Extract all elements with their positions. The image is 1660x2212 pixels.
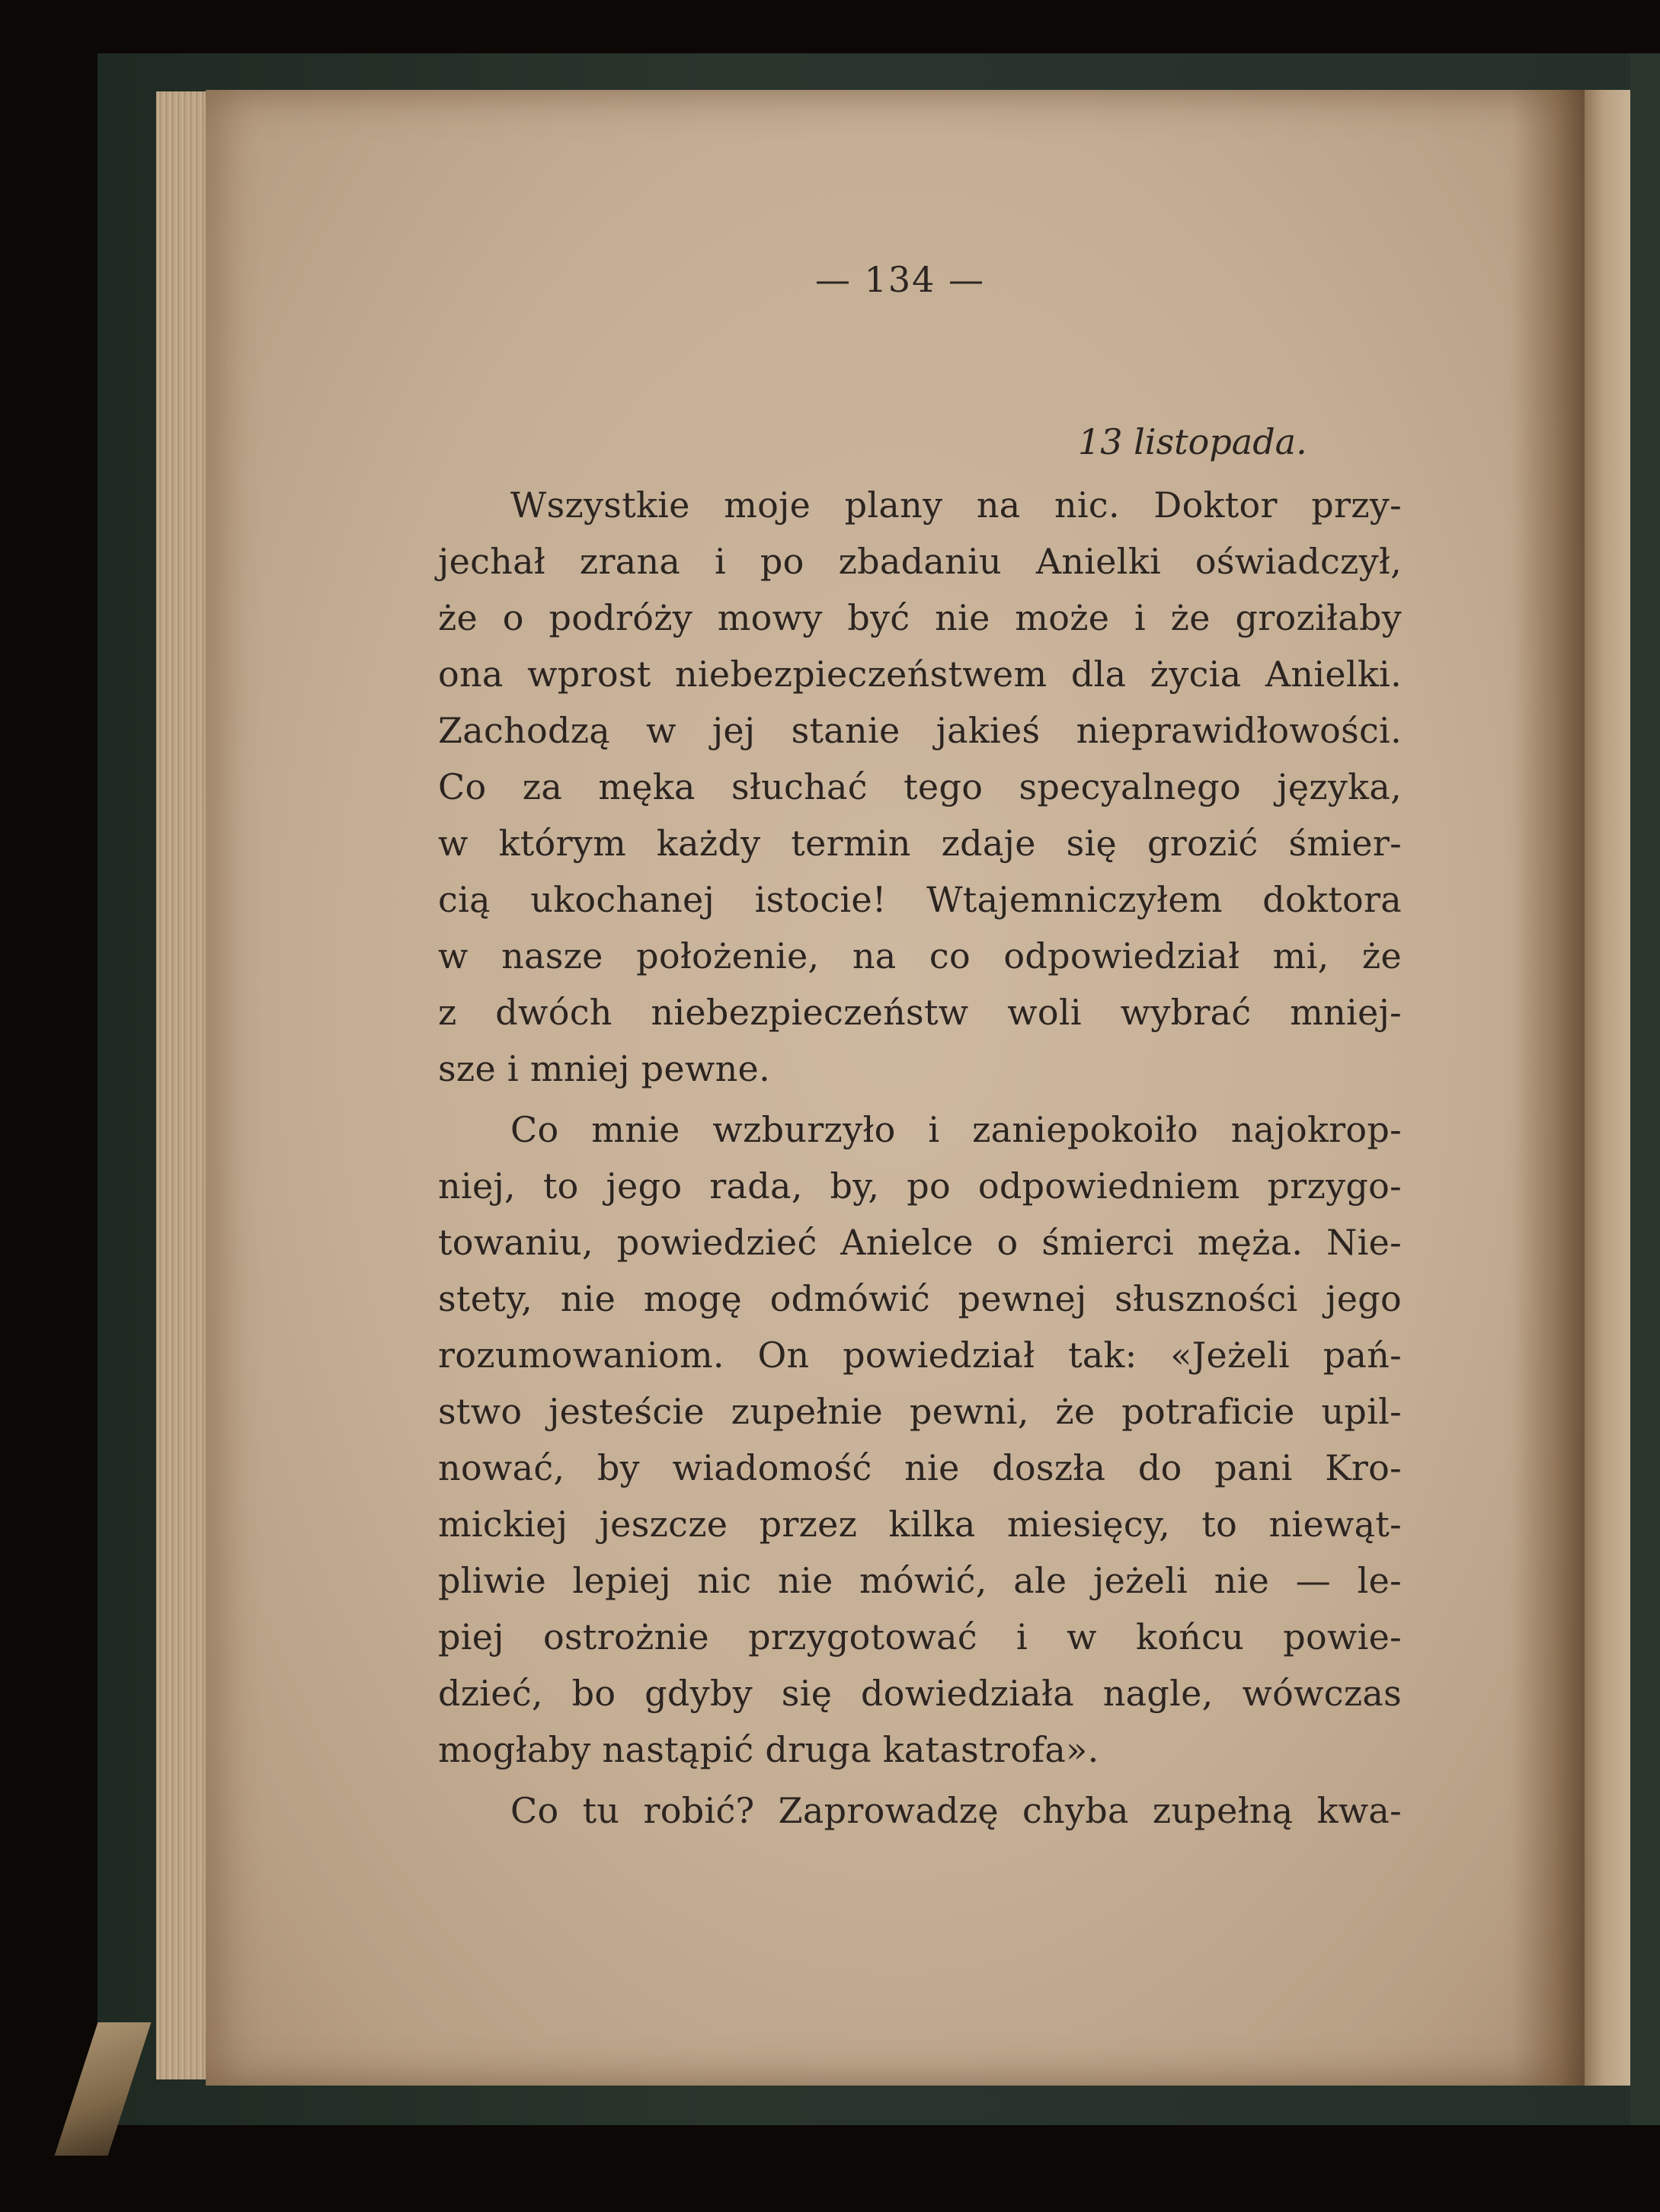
text-line: nować, by wiadomość nie doszła do pani Kro-: [438, 1447, 1402, 1488]
text-line: Co mnie wzburzyło i zaniepokoiło najokrop-: [510, 1109, 1402, 1150]
book-cover-edge: [1630, 53, 1660, 2125]
text-line: w nasze położenie, na co odpowiedział mi, że: [438, 935, 1402, 977]
text-line: ona wprost niebezpieczeństwem dla życia Anielki.: [438, 654, 1402, 695]
text-line: Zachodzą w jej stanie jakieś nieprawidłowości.: [438, 710, 1402, 751]
text-line: z dwóch niebezpieczeństw woli wybrać mniej-: [438, 992, 1402, 1033]
text-line: stwo jesteście zupełnie pewni, że potraficie upil-: [438, 1391, 1402, 1432]
text-line: Wszystkie moje plany na nic. Doktor przy-: [510, 484, 1402, 526]
text-line: sze i mniej pewne.: [438, 1048, 770, 1089]
text-line: cią ukochanej istocie! Wtajemniczyłem doktora: [438, 879, 1402, 920]
text-line: że o podróży mowy być nie może i że groziłaby: [438, 597, 1402, 638]
page-number: — 134 —: [815, 259, 986, 300]
text-line: pliwie lepiej nic nie mówić, ale jeżeli nie — le-: [438, 1560, 1402, 1601]
text-line: Co za męka słuchać tego specyalnego języka,: [438, 766, 1402, 807]
text-line: niej, to jego rada, by, po odpowiedniem przygo-: [438, 1165, 1402, 1207]
text-line: piej ostrożnie przygotować i w końcu powie-: [438, 1616, 1402, 1657]
text-line: w którym każdy termin zdaje się grozić śmier-: [438, 823, 1402, 864]
text-line: jechał zrana i po zbadaniu Anielki oświadczył,: [438, 541, 1402, 582]
facing-page-edge: [1585, 90, 1630, 2086]
text-line: rozumowaniom. On powiedział tak: «Jeżeli pań-: [438, 1335, 1402, 1376]
text-line: towaniu, powiedzieć Anielce o śmierci męża. Nie-: [438, 1222, 1402, 1263]
text-line: mogłaby nastąpić druga katastrofa».: [438, 1729, 1099, 1770]
text-line: mickiej jeszcze przez kilka miesięcy, to niewąt-: [438, 1504, 1402, 1545]
text-line: Co tu robić? Zaprowadzę chyba zupełną kwa-: [510, 1790, 1402, 1831]
text-line: dzieć, bo gdyby się dowiedziała nagle, wówczas: [438, 1673, 1402, 1714]
page-gutter-shadow: [1512, 90, 1585, 2086]
entry-date: 13 listopada.: [1078, 421, 1307, 462]
text-line: stety, nie mogę odmówić pewnej słuszności jego: [438, 1278, 1402, 1319]
